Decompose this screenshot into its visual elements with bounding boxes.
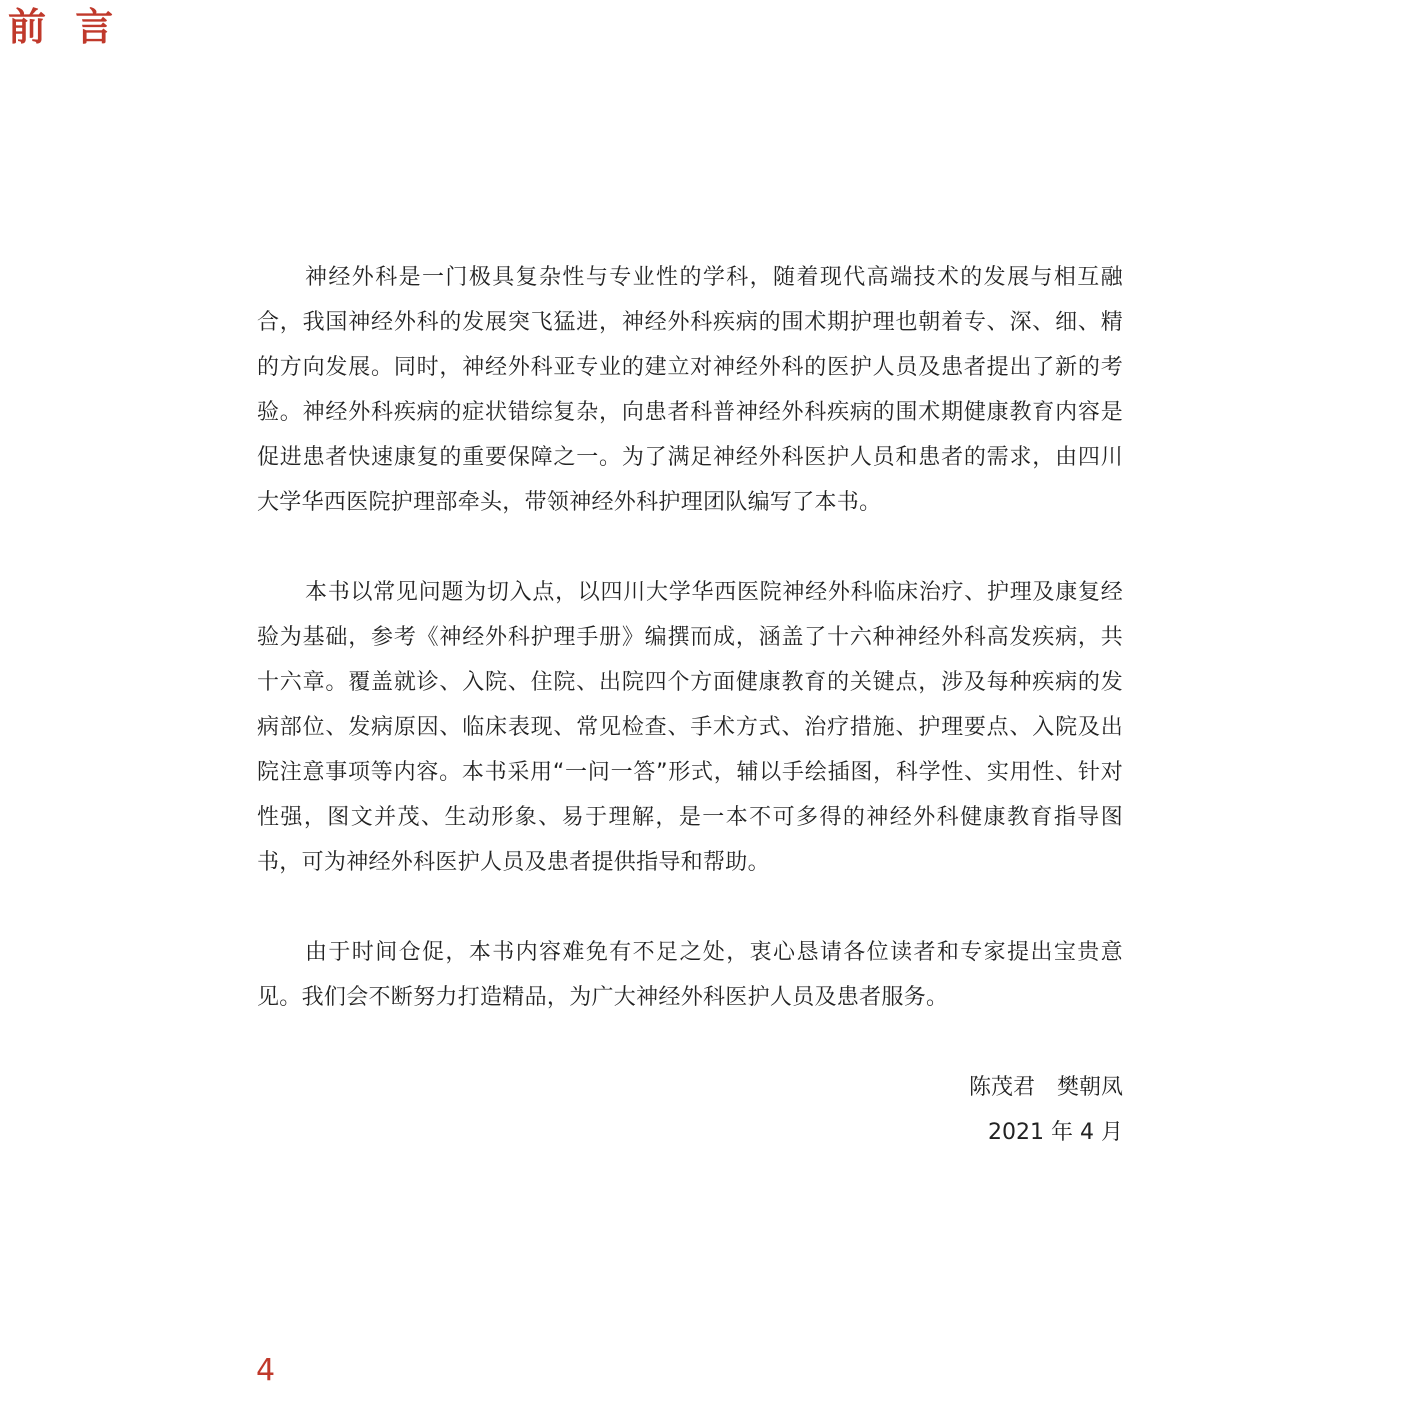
signature-date: 2021 年 4 月	[988, 1120, 1123, 1145]
paragraph-book-content: 本书以常见问题为切入点，以四川大学华西医院神经外科临床治疗、护理及康复经验为基础，参考《神经外科护理手册》编撰而成，涵盖了十六种神经外科高发疾病，共十六章。覆盖就诊、入院、住院、出院四个方面健康教育的关键点，涉及每种疾病的发病部位、发病原因、临床表现、常见检查、手术方式、治疗措施、护理要点、入院及出院注意事项等内容。本书采用“一问一答”形式，辅以手绘插图，科学性、实用性、针对性强，图文并茂、生动形象、易于理解，是一本不可多得的神经外科健康教育指导图书，可为神经外科医护人员及患者提供指导和帮助。	[257, 580, 1123, 875]
signature-authors: 陈茂君 樊朝凤	[968, 1075, 1123, 1100]
paragraph-closing: 由于时间仓促，本书内容难免有不足之处，衷心恳请各位读者和专家提出宝贵意见。我们会不断努力打造精品，为广大神经外科医护人员及患者服务。	[257, 940, 1123, 1010]
page-number: 4	[256, 1353, 276, 1388]
paragraph-intro: 神经外科是一门极具复杂性与专业性的学科，随着现代高端技术的发展与相互融合，我国神经外科的发展突飞猛进，神经外科疾病的围术期护理也朝着专、深、细、精的方向发展。同时，神经外科亚专业的建立对神经外科的医护人员及患者提出了新的考验。神经外科疾病的症状错综复杂，向患者科普神经外科疾病的围术期健康教育内容是促进患者快速康复的重要保障之一。为了满足神经外科医护人员和患者的需求，由四川大学华西医院护理部牵头，带领神经外科护理团队编写了本书。	[257, 265, 1123, 515]
page-title: 前 言	[8, 5, 122, 49]
signature-block	[257, 1065, 1123, 1155]
preface-body	[257, 255, 1123, 1155]
